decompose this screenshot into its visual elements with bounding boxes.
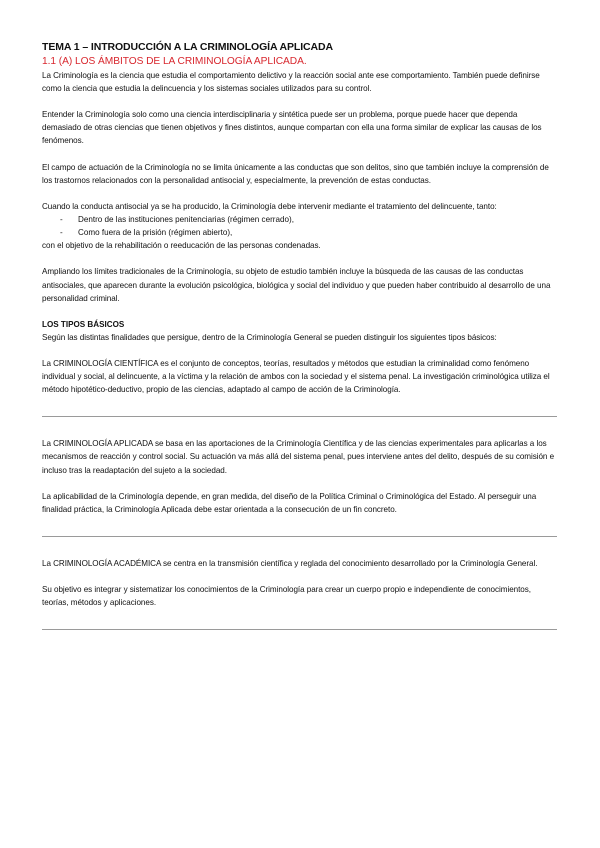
treatment-list (42, 213, 557, 239)
intro-paragraph-6: Ampliando los límites tradicionales de la Criminología, su objeto de estudio también incluye la búsqueda de las causas de las conductas antisociales, que aparecen durante la evolución psicológica, biológica y social del individuo y que pueden haber contribuido al desarrollo de una personalidad criminal. (42, 267, 551, 303)
tipos-lead-paragraph: Según las distintas finalidades que persigue, dentro de la Criminología General se pueden distinguir los siguientes tipos básicos: (42, 332, 497, 342)
list-dash: - (60, 228, 63, 238)
intro-paragraph-5: con el objetivo de la rehabilitación o reeducación de las personas condenadas. (42, 241, 321, 251)
section-heading-tipos: LOS TIPOS BÁSICOS (42, 319, 125, 329)
intro-paragraph-3: El campo de actuación de la Criminología no se limita únicamente a las conductas que son delitos, sino que también incluye la comprensión de los trastornos relacionados con la personalidad antisocial y, especialmente, la prevención de estas conductas. (42, 162, 549, 185)
list-item (42, 213, 557, 226)
academica-paragraph-1: La CRIMINOLOGÍA ACADÉMICA se centra en la transmisión científica y reglada del conocimiento desarrollado por la Criminología General. (42, 558, 538, 568)
aplicada-paragraph-2: La aplicabilidad de la Criminología depende, en gran medida, del diseño de la Política Criminal o Criminológica del Estado. Al perseguir una finalidad práctica, la Criminología Aplicada debe estar orientada a la consecución de un fin concreto. (42, 491, 537, 514)
list-item-text: Dentro de las instituciones penitenciarias (régimen cerrado), (78, 215, 294, 225)
intro-paragraph-1: La Criminología es la ciencia que estudia el comportamiento delictivo y la reacción social ante ese comportamiento. También puede definirse como la ciencia que estudia la delincuencia y los sistemas sociales utilizados para su control. (42, 71, 540, 94)
section-subtitle: 1.1 (A) LOS ÁMBITOS DE LA CRIMINOLOGÍA APLICADA. (42, 56, 307, 67)
document-page (42, 40, 557, 630)
intro-paragraph-2: Entender la Criminología solo como una ciencia interdisciplinaria y sintética puede ser un problema, porque puede hacer que dependa demasiado de otras ciencias que tienen objetivos y fines distintos, aunque compartan con ella una forma similar de explicar las causas de los fenómenos. (42, 110, 542, 146)
list-dash: - (60, 215, 63, 225)
section-divider (42, 629, 557, 630)
academica-paragraph-2: Su objetivo es integrar y sistematizar los conocimientos de la Criminología para crear un cuerpo propio e independiente de conocimientos, teorías, métodos y aplicaciones. (42, 585, 531, 608)
cientifica-paragraph: La CRIMINOLOGÍA CIENTÍFICA es el conjunto de conceptos, teorías, resultados y métodos que estudian la criminalidad como fenómeno individual y social, al delincuente, a la víctima y la relación de ambos con la sociedad y el sistema penal. La investigación criminológica utiliza el método hipotético-deductivo, propio de las ciencias, adaptado al campo de acción de la Criminología. (42, 359, 550, 395)
page-title: TEMA 1 – INTRODUCCIÓN A LA CRIMINOLOGÍA APLICADA (42, 41, 333, 53)
aplicada-paragraph-1: La CRIMINOLOGÍA APLICADA se basa en las aportaciones de la Criminología Científica y de las ciencias experimentales para aplicarlas a los mecanismos de reacción y control social. Su actuación va más allá del sistema penal, pues interviene antes del delito, después de su comisión e incluso tras la readaptación del sujeto a la sociedad. (42, 439, 555, 475)
list-item-text: Como fuera de la prisión (régimen abierto), (78, 228, 233, 238)
intro-paragraph-4: Cuando la conducta antisocial ya se ha producido, la Criminología debe intervenir mediante el tratamiento del delincuente, tanto: (42, 201, 497, 211)
list-item (42, 226, 557, 239)
